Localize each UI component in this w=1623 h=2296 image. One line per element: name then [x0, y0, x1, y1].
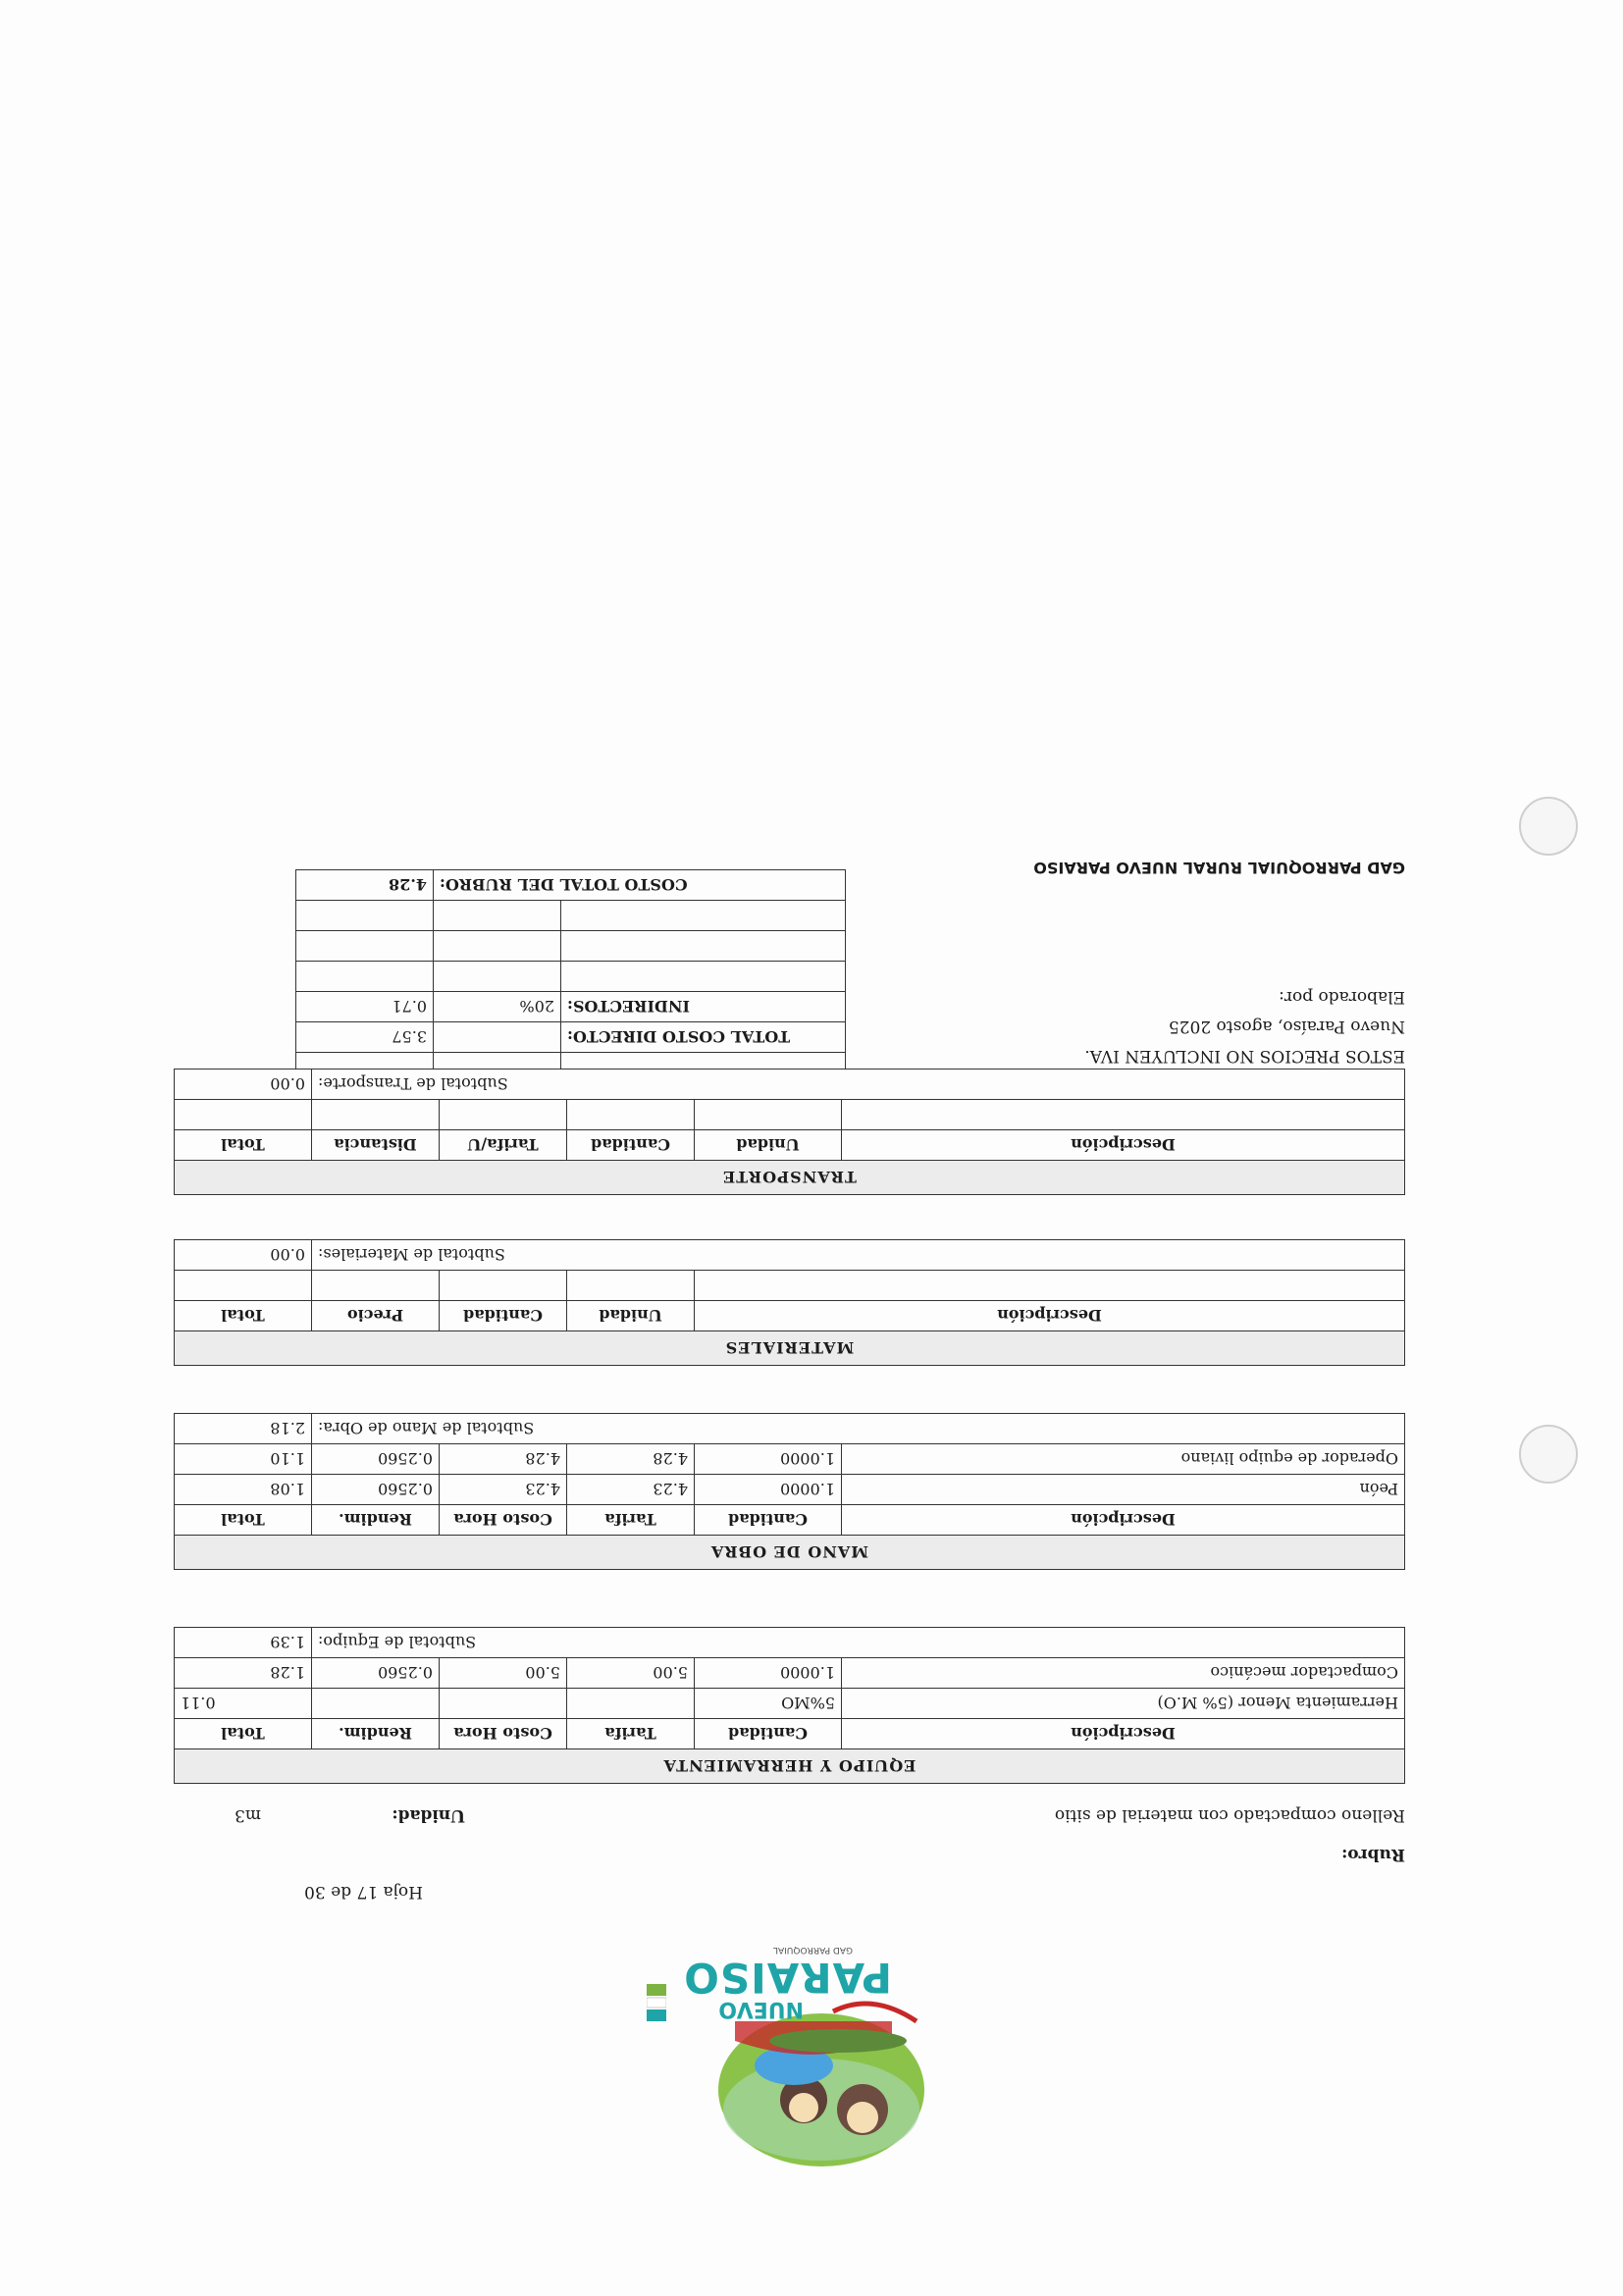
col-header: Tarifa/U: [440, 1130, 567, 1161]
col-header: Cantidad: [695, 1505, 842, 1536]
unidad-value: m3: [235, 1805, 261, 1825]
cell: Peón: [842, 1475, 1405, 1505]
materiales-table: [174, 1239, 1405, 1366]
elaborado-por: Elaborado por:: [1279, 987, 1405, 1007]
logo-text-nuevo: NUEVO: [718, 1997, 804, 2021]
materiales-subtotal-value: 0.00: [174, 1240, 311, 1271]
cell: 4.28: [440, 1444, 567, 1475]
col-header: Descripción: [842, 1505, 1405, 1536]
col-header: Unidad: [567, 1301, 695, 1331]
iva-note: ESTOS PRECIOS NO INCLUYEN IVA.: [1084, 1046, 1405, 1066]
cell: 5%MO: [695, 1689, 842, 1719]
transporte-table: [174, 1069, 1405, 1195]
cell: 0.2560: [312, 1658, 440, 1689]
col-header: Total: [174, 1719, 311, 1749]
equipo-subtotal-label: Subtotal de Equipo:: [312, 1628, 1405, 1658]
col-header: Tarifa: [567, 1505, 695, 1536]
col-header: Rendim.: [312, 1719, 440, 1749]
materiales-title: MATERIALES: [174, 1331, 1404, 1366]
col-header: Descripción: [842, 1719, 1405, 1749]
equipo-title: EQUIPO Y HERRAMIENTA: [174, 1749, 1404, 1784]
cell: [312, 1689, 440, 1719]
total-directo-label: TOTAL COSTO DIRECTO:: [561, 1022, 846, 1053]
col-header: Costo Hora: [440, 1505, 567, 1536]
cell: Operador de equipo liviano: [842, 1444, 1405, 1475]
mano-obra-subtotal-label: Subtotal de Mano de Obra:: [312, 1414, 1405, 1444]
nuevo-paraiso-logo: [637, 1943, 931, 2168]
table-row: [174, 1271, 1404, 1301]
rubro-value: Relleno compactado con material de sitio: [1054, 1805, 1405, 1825]
logo-text-small: GAD PARROQUIAL: [772, 1945, 853, 1955]
col-header: Cantidad: [567, 1130, 695, 1161]
table-row: [174, 1475, 1404, 1505]
cell: Herramienta Menor (5% M.O): [842, 1689, 1405, 1719]
hole-punch: [1519, 797, 1578, 856]
cell: 1.0000: [695, 1444, 842, 1475]
table-row: [174, 1689, 1404, 1719]
col-header: Cantidad: [695, 1719, 842, 1749]
equipo-table: [174, 1627, 1405, 1784]
cell: 1.10: [174, 1444, 311, 1475]
col-header: Cantidad: [440, 1301, 567, 1331]
col-header: Descripción: [842, 1130, 1405, 1161]
cell: 1.0000: [695, 1475, 842, 1505]
indirectos-percent: 20%: [434, 992, 561, 1022]
table-row: [174, 1100, 1404, 1130]
costo-total-value: 4.28: [296, 870, 434, 901]
col-header: Total: [174, 1301, 311, 1331]
col-header: Unidad: [695, 1130, 842, 1161]
cell: 1.28: [174, 1658, 311, 1689]
unidad-label: Unidad:: [392, 1805, 465, 1825]
cell: [567, 1689, 695, 1719]
cell: 0.2560: [312, 1444, 440, 1475]
transporte-subtotal-label: Subtotal de Transporte:: [312, 1070, 1405, 1100]
cell: [440, 1689, 567, 1719]
totals-table: [295, 869, 846, 1070]
cell: 0.11: [174, 1689, 311, 1719]
cell: 1.0000: [695, 1658, 842, 1689]
costo-total-label: COSTO TOTAL DEL RUBRO:: [434, 870, 846, 901]
indirectos-value: 0.71: [296, 992, 434, 1022]
col-header: Total: [174, 1505, 311, 1536]
mano-obra-table: [174, 1413, 1405, 1570]
indirectos-label: INDIRECTOS:: [561, 992, 846, 1022]
table-row: [174, 1444, 1404, 1475]
mano-obra-title: MANO DE OBRA: [174, 1536, 1404, 1570]
col-header: Rendim.: [312, 1505, 440, 1536]
place-date: Nuevo Paraíso, agosto 2025: [1168, 1017, 1405, 1036]
transporte-subtotal-value: 0.00: [174, 1070, 311, 1100]
flag-icon: [647, 1982, 666, 2021]
cell: 5.00: [440, 1658, 567, 1689]
cell: Compactador mecánico: [842, 1658, 1405, 1689]
total-directo-value: 3.57: [296, 1022, 434, 1053]
col-header: Total: [174, 1130, 311, 1161]
cell: 5.00: [567, 1658, 695, 1689]
rubro-label: Rubro:: [1341, 1845, 1405, 1864]
col-header: Tarifa: [567, 1719, 695, 1749]
cell: 4.23: [440, 1475, 567, 1505]
cell: 4.23: [567, 1475, 695, 1505]
cell: 4.28: [567, 1444, 695, 1475]
hole-punch: [1519, 1425, 1578, 1484]
table-row: [174, 1658, 1404, 1689]
cell: 1.08: [174, 1475, 311, 1505]
col-header: Costo Hora: [440, 1719, 567, 1749]
logo-text-paraiso: PARAISO: [683, 1954, 892, 2002]
sheet-number: Hoja 17 de 30: [304, 1882, 423, 1902]
institution-name: GAD PARROQUIAL RURAL NUEVO PARAISO: [1033, 859, 1405, 877]
cell: 0.2560: [312, 1475, 440, 1505]
materiales-subtotal-label: Subtotal de Materiales:: [312, 1240, 1405, 1271]
col-header: Precio: [312, 1301, 440, 1331]
transporte-title: TRANSPORTE: [174, 1161, 1404, 1195]
col-header: Descripción: [695, 1301, 1405, 1331]
equipo-subtotal-value: 1.39: [174, 1628, 311, 1658]
mano-obra-subtotal-value: 2.18: [174, 1414, 311, 1444]
col-header: Distancia: [312, 1130, 440, 1161]
